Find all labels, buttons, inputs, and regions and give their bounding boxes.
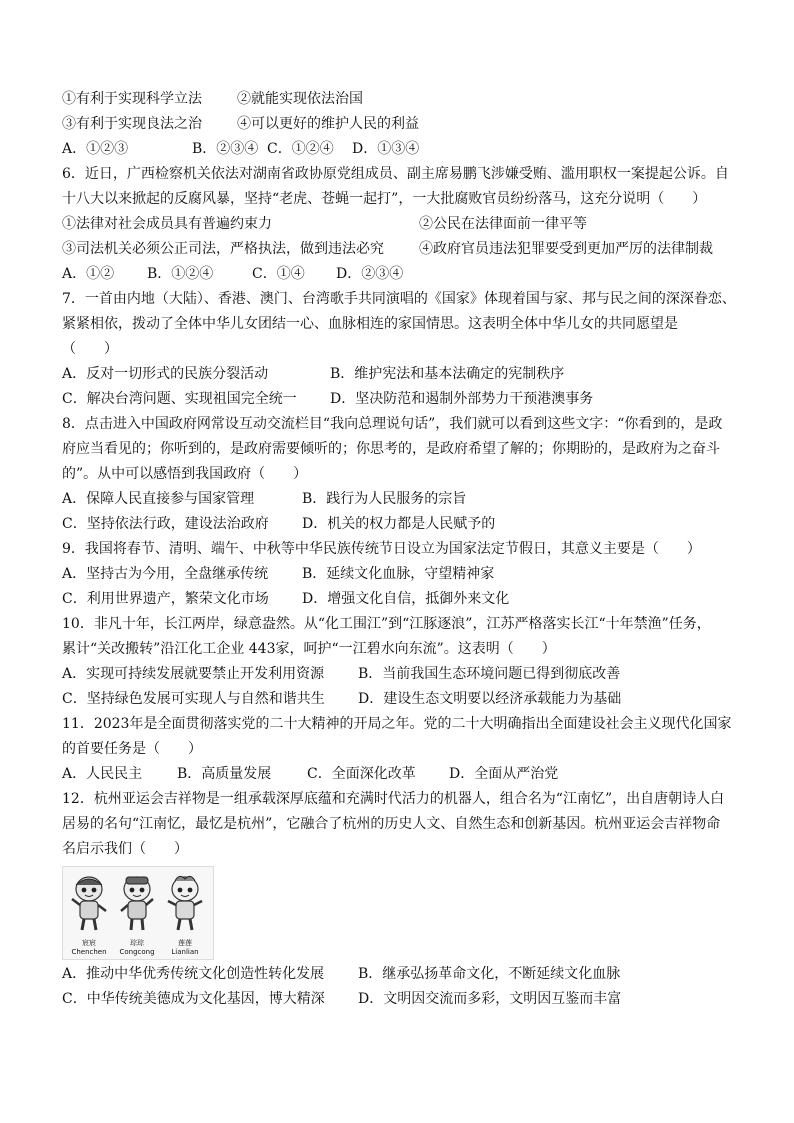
q8-choice-a[interactable]: A．保障人民直接参与国家管理 [62, 491, 255, 507]
q10-choice-a[interactable]: A．实现可持续发展就要禁止开发利用资源 [62, 666, 325, 682]
q8-stem-line2: 府应当看见的；你听到的，是政府需要倾听的；你思考的，是政府希望了解的；你期盼的，是政府为之奋斗 [62, 441, 720, 457]
mascot-image [62, 866, 214, 960]
q12-stem-line2: 居易的名句“江南忆，最忆是杭州”，它融合了杭州的历史人文、自然生态和创新基因。杭州亚运会吉祥物命 [62, 816, 721, 832]
q12-choices-row2 [62, 987, 742, 1012]
q9-choices-row1 [62, 562, 742, 587]
q7-choice-d[interactable]: D．坚决防范和遏制外部势力干预港澳事务 [330, 391, 594, 407]
q8-choice-c[interactable]: C．坚持依法行政，建设法治政府 [62, 516, 269, 532]
mascot-chenchen [67, 873, 111, 933]
q8-stem-line3: 的”。从中可以感悟到我国政府（ ） [62, 466, 308, 482]
q6-choice-c[interactable]: C．①④ [252, 266, 305, 282]
q6-choice-d[interactable]: D．②③④ [336, 266, 404, 282]
q7-choices-row2 [62, 387, 742, 412]
q8-stem-line1: 8．点击进入中国政府网常设互动交流栏目“我向总理说句话”，我们就可以看到这些文字：“你看到的，是政 [62, 416, 723, 432]
q6-options-row2 [62, 237, 742, 262]
mascot-lianlian [163, 873, 207, 933]
q8-choices-row1 [62, 487, 742, 512]
q12-stem-line1: 12．杭州亚运会吉祥物是一组承载深厚底蕴和充满时代活力的机器人，组合名为“江南忆”，出自唐朝诗人白 [62, 791, 725, 807]
q7-choices-row1 [62, 362, 742, 387]
q10-choice-b[interactable]: B．当前我国生态环境问题已得到彻底改善 [358, 666, 621, 682]
q10-choices-row1 [62, 662, 742, 687]
q6-options-row1 [62, 212, 742, 237]
mascot-en-2: Congcong [119, 948, 155, 956]
q5-opt1: ①有利于实现科学立法 [62, 91, 202, 107]
mascot-cn-2: 琮琮 [130, 939, 144, 947]
q6-choice-b[interactable]: B．①②④ [147, 266, 214, 282]
q11-stem-line1: 11．2023年是全面贯彻落实党的二十大精神的开局之年。党的二十大明确指出全面建设社会主义现代化国家 [62, 716, 732, 732]
q5-opt2: ②就能实现依法治国 [237, 91, 363, 107]
q7-stem-line3: （ ） [62, 341, 118, 357]
q5-choice-b[interactable]: B．②③④ [192, 141, 259, 157]
q12-choice-b[interactable]: B．继承弘扬革命文化，不断延续文化血脉 [358, 966, 621, 982]
mascot-en-3: Lianlian [171, 948, 199, 956]
q5-choice-c[interactable]: C．①②④ [267, 141, 334, 157]
q8-choices-row2 [62, 512, 742, 537]
q9-choice-d[interactable]: D．增强文化自信，抵御外来文化 [302, 591, 510, 607]
q11-choices [62, 762, 742, 787]
q12-choice-d[interactable]: D．文明因交流而多彩，文明因互鉴而丰富 [358, 991, 622, 1007]
q12-choice-a[interactable]: A．推动中华优秀传统文化创造性转化发展 [62, 966, 325, 982]
q10-choice-c[interactable]: C．坚持绿色发展可实现人与自然和谐共生 [62, 691, 325, 707]
q10-choices-row2 [62, 687, 742, 712]
mascot-congcong [115, 873, 159, 933]
q9-choice-c[interactable]: C．利用世界遗产，繁荣文化市场 [62, 591, 269, 607]
robot-mascot-icon [67, 873, 111, 933]
q7-stem-line1: 7．一首由内地（大陆）、香港、澳门、台湾歌手共同演唱的《国家》体现着国与家、邦与民之间的深深眷恋、 [62, 291, 736, 307]
mascot-cn-1: 宸宸 [82, 939, 96, 947]
q5-options-row1 [62, 87, 742, 112]
q7-choice-b[interactable]: B．维护宪法和基本法确定的宪制秩序 [330, 366, 565, 382]
q11-choice-d[interactable]: D．全面从严治党 [449, 766, 559, 782]
q11-choice-c[interactable]: C．全面深化改革 [307, 766, 416, 782]
q9-choice-b[interactable]: B．延续文化血脉，守望精神家 [302, 566, 495, 582]
q11-stem-line2: 的首要任务是（ ） [62, 741, 202, 757]
q6-stem-line1: 6．近日，广西检察机关依法对湖南省政协原党组成员、副主席易鹏飞涉嫌受贿、滥用职权一案提起公诉。自 [62, 166, 729, 182]
q12-stem-line3: 名启示我们（ ） [62, 841, 188, 857]
q9-choice-a[interactable]: A．坚持古为今用，全盘继承传统 [62, 566, 269, 582]
q11-choice-b[interactable]: B．高质量发展 [177, 766, 272, 782]
q7-stem-line2: 紧紧相依，拨动了全体中华儿女团结一心、血脉相连的家国情思。这表明全体中华儿女的共同愿望是 [62, 316, 678, 332]
q10-choice-d[interactable]: D．建设生态文明要以经济承载能力为基础 [358, 691, 622, 707]
q10-stem-line1: 10．非凡十年，长江两岸，绿意盎然。从“化工围江”到“江豚逐浪”，江苏严格落实长江“十年禁渔”任务， [62, 616, 711, 632]
q12-choice-c[interactable]: C．中华传统美德成为文化基因，博大精深 [62, 991, 325, 1007]
q5-choice-a[interactable]: A．①②③ [62, 141, 129, 157]
mascot-en-1: Chenchen [71, 948, 107, 956]
robot-mascot-icon [163, 873, 207, 933]
q5-opt3: ③有利于实现良法之治 [62, 116, 202, 132]
q8-choice-b[interactable]: B．践行为人民服务的宗旨 [302, 491, 467, 507]
q6-choice-a[interactable]: A．①② [62, 266, 115, 282]
q6-opt2: ②公民在法律面前一律平等 [419, 216, 587, 232]
q9-stem-line1: 9．我国将春节、清明、端午、中秋等中华民族传统节日设立为国家法定节假日，其意义主要是（ ） [62, 541, 701, 557]
q9-choices-row2 [62, 587, 742, 612]
q5-choices [62, 137, 742, 162]
robot-mascot-icon [115, 873, 159, 933]
q5-opt4: ④可以更好的维护人民的利益 [237, 116, 419, 132]
q5-choice-d[interactable]: D．①③④ [352, 141, 420, 157]
q11-choice-a[interactable]: A．人民民主 [62, 766, 143, 782]
q6-opt3: ③司法机关必须公正司法，严格执法，做到违法必究 [62, 241, 384, 257]
exam-page [62, 87, 742, 1012]
q7-choice-c[interactable]: C．解决台湾问题、实现祖国完全统一 [62, 391, 297, 407]
q6-opt1: ①法律对社会成员具有普遍约束力 [62, 216, 272, 232]
q6-stem-line2: 十八大以来掀起的反腐风暴，坚持“老虎、苍蝇一起打”，一大批腐败官员纷纷落马，这充分说明（ ） [62, 191, 707, 207]
q7-choice-a[interactable]: A．反对一切形式的民族分裂活动 [62, 366, 269, 382]
q12-choices-row1 [62, 962, 742, 987]
q6-opt4: ④政府官员违法犯罪要受到更加严厉的法律制裁 [419, 241, 713, 257]
q6-choices [62, 262, 742, 287]
q10-stem-line2: 累计“关改搬转”沿江化工企业 443家，呵护“一江碧水向东流”。这表明（ ） [62, 641, 556, 657]
q5-options-row2 [62, 112, 742, 137]
q8-choice-d[interactable]: D．机关的权力都是人民赋予的 [302, 516, 496, 532]
mascot-cn-3: 莲莲 [178, 939, 192, 947]
